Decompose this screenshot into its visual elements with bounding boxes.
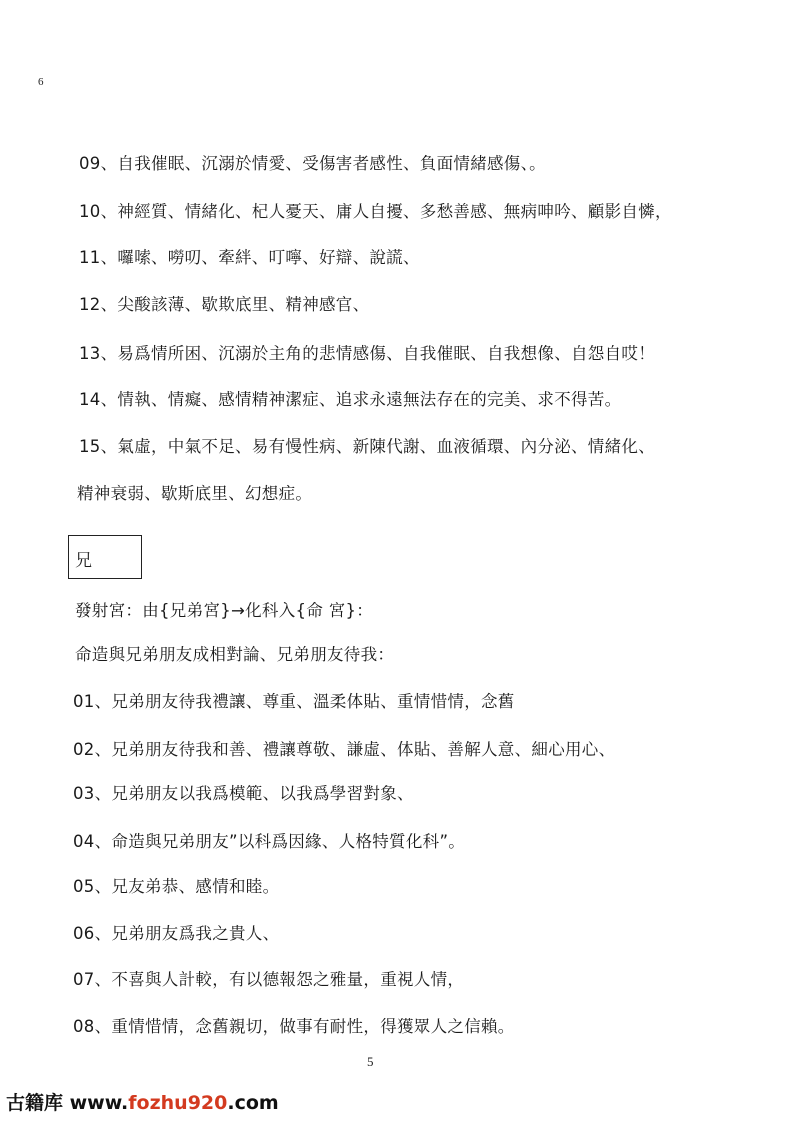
text-line-07: 07、不喜與人計較，有以德報怨之雅量，重視人情， — [73, 970, 465, 989]
text-line-15: 15、氣虛，中氣不足、易有慢性病、新陳代謝、血液循環、內分泌、情緒化、 — [79, 437, 655, 456]
text-line-06: 06、兄弟朋友爲我之貴人、 — [73, 924, 280, 943]
text-line-02: 02、兄弟朋友待我和善、禮讓尊敬、謙虛、体貼、善解人意、細心用心、 — [73, 740, 616, 759]
text-line-01: 01、兄弟朋友待我禮讓、尊重、溫柔体貼、重情惜情，念舊 — [73, 692, 515, 711]
emitting-palace-line: 發射宮：由{兄弟宮}→化科入{命 宮}： — [75, 601, 374, 620]
page-number-top: 6 — [38, 76, 44, 88]
text-line-08: 08、重情惜情，念舊親切，做事有耐性，得獲眾人之信賴。 — [73, 1017, 515, 1036]
text-line-10: 10、神經質、情緒化、杞人憂天、庸人自擾、多愁善感、無病呻吟、顧影自憐， — [79, 202, 672, 221]
page-number-bottom: 5 — [367, 1054, 374, 1069]
text-line-09: 09、自我催眠、沉溺於情愛、受傷害者感性、負面情緒感傷、。 — [79, 154, 546, 173]
text-line-12: 12、尖酸該薄、歇欺底里、精神感官、 — [79, 295, 370, 314]
site-watermark — [6, 1088, 279, 1115]
intro-line: 命造與兄弟朋友成相對論、兄弟朋友待我： — [75, 645, 395, 664]
text-line-03: 03、兄弟朋友以我爲模範、以我爲學習對象、 — [73, 784, 414, 803]
section-title-box — [68, 535, 142, 579]
text-line-05: 05、兄友弟恭、感情和睦。 — [73, 877, 280, 896]
text-line-04: 04、命造與兄弟朋友”以科爲因緣、人格特質化科”。 — [73, 832, 466, 851]
section-title: 兄 — [75, 551, 92, 571]
text-line-15-cont: 精神衰弱、歇斯底里、幻想症。 — [77, 484, 313, 503]
text-line-14: 14、情執、情癡、感情精神潔症、追求永遠無法存在的完美、求不得苦。 — [79, 390, 622, 409]
text-line-13: 13、易爲情所困、沉溺於主角的悲情感傷、自我催眠、自我想像、自怨自哎！ — [79, 344, 655, 363]
watermark-part3: .com — [227, 1092, 279, 1114]
watermark-part1: 古籍库 www. — [6, 1092, 129, 1114]
watermark-part2: fozhu920 — [128, 1092, 228, 1114]
text-line-11: 11、囉嗦、嘮叨、牽絆、叮嚀、好辯、說謊、 — [79, 248, 420, 267]
